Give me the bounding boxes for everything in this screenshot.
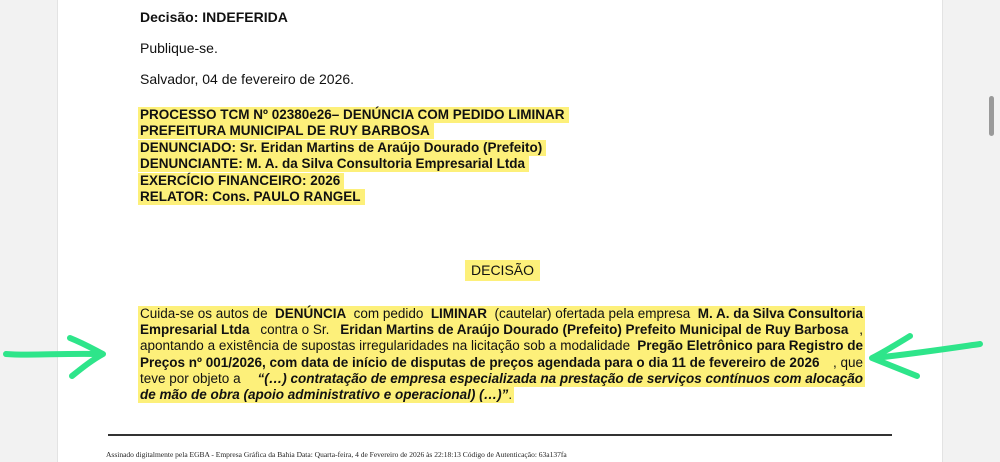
arrow-left-icon bbox=[862, 330, 987, 380]
header-line: PREFEITURA MUNICIPAL DE RUY BARBOSA bbox=[138, 123, 569, 139]
header-line: PROCESSO TCM Nº 02380e26– DENÚNCIA COM PEDIDO LIMINAR bbox=[138, 107, 569, 123]
paragraph-line: de mão de obra (apoio administrativo e operacional) (…)”. bbox=[140, 387, 513, 403]
paragraph-line: Empresarial Ltda contra o Sr. Eridan Martins de Araújo Dourado (Prefeito) Prefeito Municipal de Ruy Barbosa , bbox=[138, 322, 865, 338]
process-header bbox=[138, 107, 569, 205]
footer-divider bbox=[108, 434, 892, 436]
header-line: EXERCÍCIO FINANCEIRO: 2026 bbox=[138, 173, 569, 189]
document-page bbox=[57, 0, 943, 462]
paragraph-line: teve por objeto a “(…) contratação de empresa especializada na prestação de serviços contínuos com alocação bbox=[140, 370, 863, 386]
paragraph-line: apontando a existência de supostas irregularidades na licitação sob a modalidade Pregão Eletrônico para Registro de bbox=[140, 338, 863, 354]
signature-footer: Assinado digitalmente pela EGBA - Empresa Gráfica da Bahia Data: Quarta-feira, 4 de Fevereiro de 2026 às 22:18:13 Código de Autenticação: 63a137fa bbox=[106, 450, 567, 459]
decision-paragraph bbox=[138, 306, 865, 403]
publish-line: Publique-se. bbox=[140, 40, 218, 56]
decision-result: Decisão: INDEFERIDA bbox=[140, 9, 288, 25]
paragraph-line: Cuida-se os autos de DENÚNCIA com pedido LIMINAR (cautelar) ofertada pela empresa M. A. da Silva Consultoria bbox=[138, 306, 865, 322]
header-line: DENUNCIADO: Sr. Eridan Martins de Araújo Dourado (Prefeito) bbox=[138, 140, 569, 156]
arrow-right-icon bbox=[0, 330, 120, 380]
scrollbar-thumb[interactable] bbox=[989, 96, 994, 136]
header-line: RELATOR: Cons. PAULO RANGEL bbox=[138, 189, 569, 205]
place-date: Salvador, 04 de fevereiro de 2026. bbox=[140, 71, 355, 87]
header-line: DENUNCIANTE: M. A. da Silva Consultoria Empresarial Ltda bbox=[138, 156, 569, 172]
paragraph-line: Preços nº 001/2026, com data de início de disputas de preços agendada para o dia 11 de fevereiro de 2026 , que bbox=[140, 354, 863, 370]
section-title: DECISÃO bbox=[465, 260, 540, 280]
